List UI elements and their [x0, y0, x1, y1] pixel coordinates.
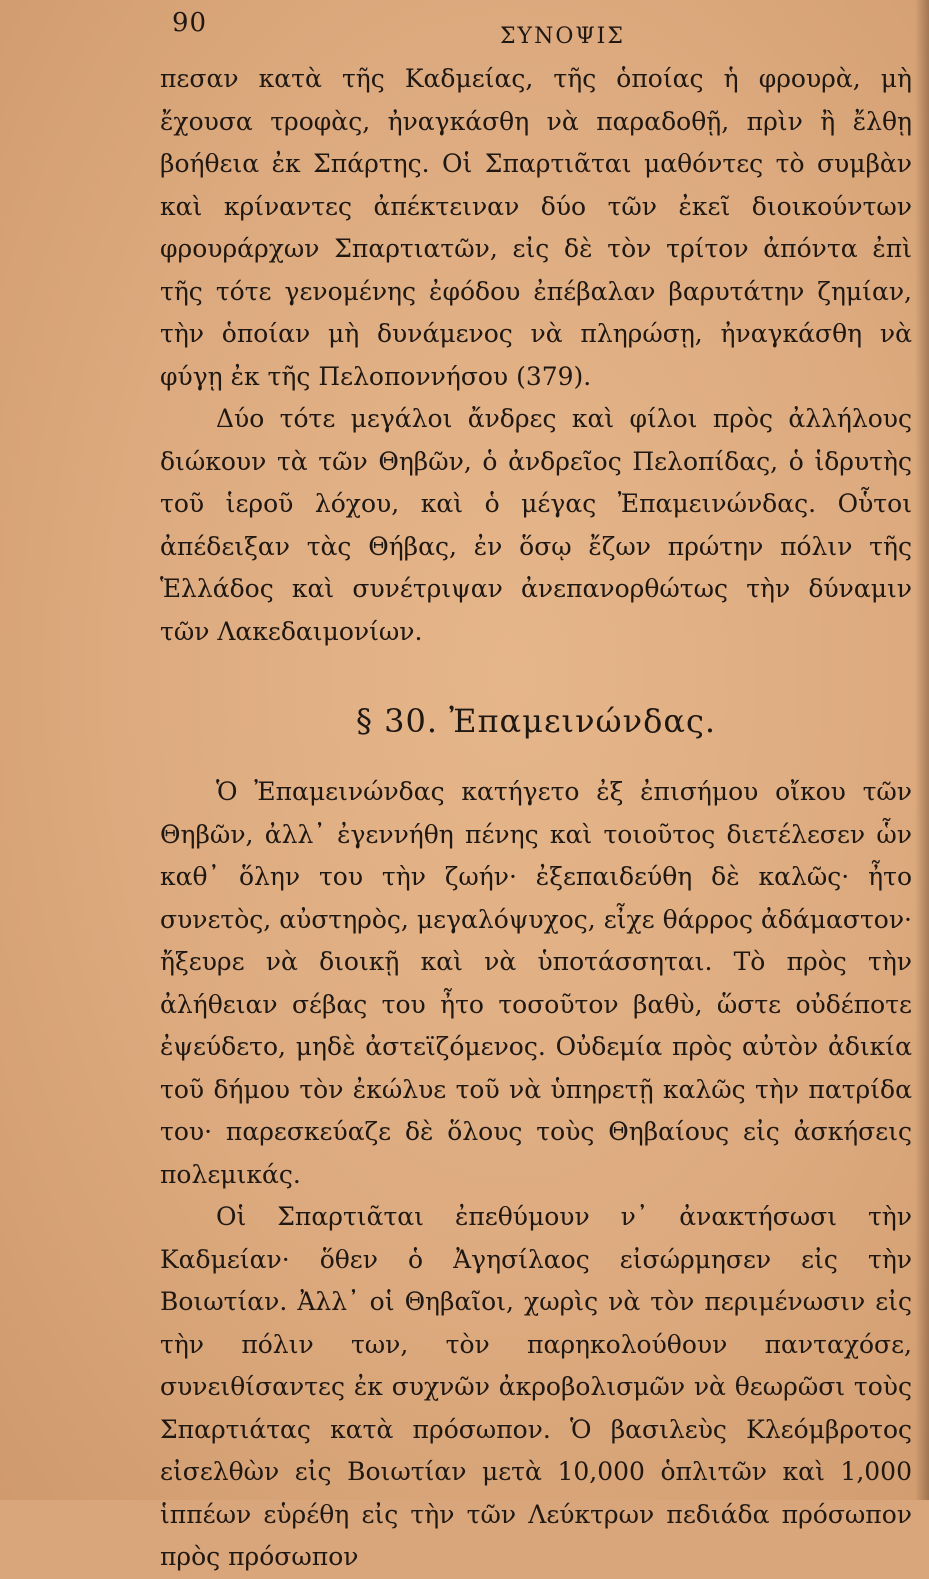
page-header	[0, 8, 929, 52]
page-body	[160, 58, 912, 1579]
section-heading: § 30. Ἐπαμεινώνδας.	[355, 702, 717, 740]
paragraph-spartan-invasion: Οἱ Σπαρτιᾶται ἐπεθύμουν ν᾽ ἀνακτήσωσι τὴν Καδμείαν· ὅθεν ὁ Ἀγησίλαος εἰσώρμησεν εἰς τὴν Βοιωτίαν. Ἀλλ᾽ οἱ Θηβαῖοι, χωρὶς νὰ τὸν περιμένωσιν εἰς τὴν πόλιν των, τὸν παρηκολούθουν πανταχόσε, συνειθίσαντες ἐκ συχνῶν ἀκροβολισμῶν νὰ θεωρῶσι τοὺς Σπαρτιάτας κατὰ πρόσωπον. Ὁ βασιλεὺς Κλεόμβροτος εἰσελθὼν εἰς Βοιωτίαν μετὰ 10,000 ὁπλιτῶν καὶ 1,000 ἱππέων εὑρέθη εἰς τὴν τῶν Λεύκτρων πεδιάδα πρόσωπον πρὸς πρόσωπον	[160, 1202, 912, 1571]
paragraph-epaminondas-character: Ὁ Ἐπαμεινώνδας κατήγετο ἐξ ἐπισήμου οἴκου τῶν Θηβῶν, ἀλλ᾽ ἐγεννήθη πένης καὶ τοιοῦτος διετέλεσεν ὧν καθ᾽ ὅλην του τὴν ζωήν· ἐξεπαιδεύθη δὲ καλῶς· ἦτο συνετὸς, αὐστηρὸς, μεγαλόψυχος, εἶχε θάρρος ἀδάμαστον· ἤξευρε νὰ διοικῇ καὶ νὰ ὑποτάσσηται. Τὸ πρὸς τὴν ἀλήθειαν σέβας του ἦτο τοσοῦτον βαθὺ, ὥστε οὐδέποτε ἐψεύδετο, μηδὲ ἀστεϊζόμενος. Οὐδεμία πρὸς αὐτὸν ἀδικία τοῦ δήμου τὸν ἐκώλυε τοῦ νὰ ὑπηρετῇ καλῶς τὴν πατρίδα του· παρεσκεύαζε δὲ ὅλους τοὺς Θηβαίους εἰς ἀσκήσεις πολεμικάς.	[160, 777, 912, 1189]
running-title: ΣΥΝΟΨΙΣ	[500, 24, 625, 49]
page-number: 90	[172, 8, 208, 38]
paragraph-pelopidas-epaminondas: Δύο τότε μεγάλοι ἄνδρες καὶ φίλοι πρὸς ἀλλήλους διώκουν τὰ τῶν Θηβῶν, ὁ ἀνδρεῖος Πελοπίδας, ὁ ἱδρυτὴς τοῦ ἱεροῦ λόχου, καὶ ὁ μέγας Ἐπαμεινώνδας. Οὗτοι ἀπέδειξαν τὰς Θήβας, ἐν ὅσῳ ἔζων πρώτην πόλιν τῆς Ἑλλάδος καὶ συνέτριψαν ἀνεπανορθώτως τὴν δύναμιν τῶν Λακεδαιμονίων.	[160, 404, 912, 646]
paragraph-continued: πεσαν κατὰ τῆς Καδμείας, τῆς ὁποίας ἡ φρουρὰ, μὴ ἔχουσα τροφὰς, ἠναγκάσθη νὰ παραδοθῇ, πρὶν ἢ ἔλθῃ βοήθεια ἐκ Σπάρτης. Οἱ Σπαρτιᾶται μαθόντες τὸ συμβὰν καὶ κρίναντες ἀπέκτειναν δύο τῶν ἐκεῖ διοικούντων φρουράρχων Σπαρτιατῶν, εἰς δὲ τὸν τρίτον ἀπόντα ἐπὶ τῆς τότε γενομένης ἐφόδου ἐπέβαλαν βαρυτάτην ζημίαν, τὴν ὁποίαν μὴ δυνάμενος νὰ πληρώσῃ, ἠναγκάσθη νὰ φύγῃ ἐκ τῆς Πελοποννήσου (379).	[160, 64, 912, 391]
